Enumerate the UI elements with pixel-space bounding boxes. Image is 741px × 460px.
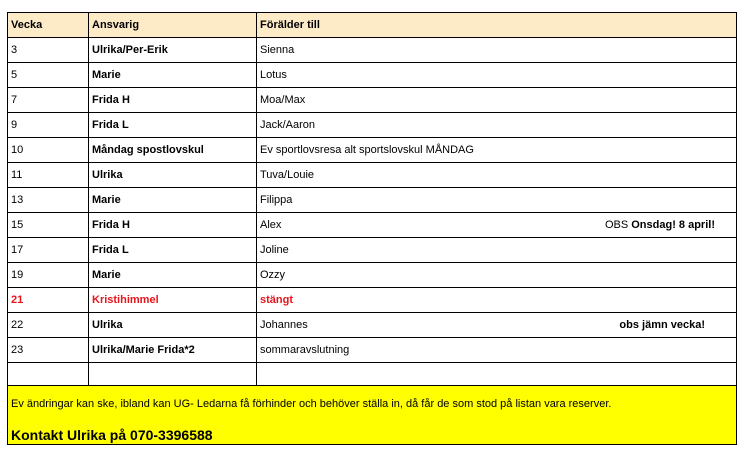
foralder-text: Filippa	[260, 194, 293, 206]
cell-foralder[interactable]	[257, 163, 737, 188]
cell-foralder[interactable]	[257, 113, 737, 138]
cell-ansvarig[interactable]: Ulrika	[89, 313, 257, 338]
cell-foralder[interactable]	[257, 238, 737, 263]
table-row	[8, 338, 737, 363]
footer-contact: Kontakt Ulrika på 070-3396588	[11, 427, 213, 443]
header-vecka[interactable]: Vecka	[8, 13, 89, 38]
row-note	[619, 319, 733, 331]
cell-ansvarig[interactable]: Marie	[89, 263, 257, 288]
foralder-text: Alex	[260, 219, 282, 231]
table-row	[8, 113, 737, 138]
foralder-text: Joline	[260, 244, 289, 256]
row-note	[605, 219, 733, 231]
header-ansvarig[interactable]: Ansvarig	[89, 13, 257, 38]
header-row	[8, 13, 737, 38]
cell-foralder[interactable]	[257, 313, 737, 338]
table-row-closed	[8, 288, 737, 313]
cell-ansvarig[interactable]: Ulrika/Marie Frida*2	[89, 338, 257, 363]
table-row	[8, 313, 737, 338]
cell-foralder[interactable]	[257, 38, 737, 63]
cell-foralder[interactable]	[257, 338, 737, 363]
schedule-table	[7, 12, 737, 445]
cell-ansvarig[interactable]: Frida L	[89, 238, 257, 263]
table-row	[8, 63, 737, 88]
empty-cell[interactable]	[8, 363, 89, 386]
foralder-text: stängt	[260, 294, 293, 306]
foralder-text: Tuva/Louie	[260, 169, 315, 181]
foralder-text: Moa/Max	[260, 94, 306, 106]
empty-cell[interactable]	[257, 363, 737, 386]
note-emphasis: obs jämn vecka!	[619, 319, 705, 331]
table-row	[8, 88, 737, 113]
cell-ansvarig[interactable]: Marie	[89, 188, 257, 213]
note-prefix: OBS	[604, 219, 632, 231]
foralder-text: Jack/Aaron	[260, 119, 316, 131]
foralder-text: Johannes	[260, 319, 308, 331]
table-row	[8, 138, 737, 163]
table-row	[8, 38, 737, 63]
cell-ansvarig[interactable]: Marie	[89, 63, 257, 88]
table-row	[8, 213, 737, 238]
cell-ansvarig[interactable]: Frida L	[89, 113, 257, 138]
cell-ansvarig[interactable]: Frida H	[89, 88, 257, 113]
footer-notice: Ev ändringar kan ske, ibland kan UG- Ledarna få förhinder och behöver ställa in, då får de som stod på listan vara reserver.	[11, 398, 612, 410]
cell-vecka[interactable]: 23	[8, 338, 89, 363]
cell-ansvarig[interactable]: Måndag spostlovskul	[89, 138, 257, 163]
empty-row	[8, 363, 737, 386]
cell-vecka[interactable]: 13	[8, 188, 89, 213]
footer-cell[interactable]	[8, 386, 737, 445]
cell-ansvarig[interactable]: Frida H	[89, 213, 257, 238]
note-emphasis: Onsdag! 8 april!	[631, 219, 715, 231]
cell-vecka[interactable]: 21	[8, 288, 89, 313]
table-row	[8, 263, 737, 288]
cell-foralder[interactable]	[257, 188, 737, 213]
table-row	[8, 188, 737, 213]
cell-vecka[interactable]: 19	[8, 263, 89, 288]
cell-vecka[interactable]: 15	[8, 213, 89, 238]
cell-vecka[interactable]: 11	[8, 163, 89, 188]
cell-vecka[interactable]: 10	[8, 138, 89, 163]
cell-foralder[interactable]	[257, 263, 737, 288]
footer-row	[8, 386, 737, 445]
cell-vecka[interactable]: 7	[8, 88, 89, 113]
foralder-text: Ozzy	[260, 269, 286, 281]
cell-foralder[interactable]	[257, 88, 737, 113]
table-row	[8, 163, 737, 188]
cell-ansvarig[interactable]: Ulrika	[89, 163, 257, 188]
cell-ansvarig[interactable]: Kristihimmel	[89, 288, 257, 313]
cell-foralder[interactable]	[257, 63, 737, 88]
cell-vecka[interactable]: 17	[8, 238, 89, 263]
cell-vecka[interactable]: 9	[8, 113, 89, 138]
cell-vecka[interactable]: 22	[8, 313, 89, 338]
cell-foralder[interactable]	[257, 288, 737, 313]
cell-ansvarig[interactable]: Ulrika/Per-Erik	[89, 38, 257, 63]
table-row	[8, 238, 737, 263]
header-foralder[interactable]: Förälder till	[257, 13, 737, 38]
cell-vecka[interactable]: 5	[8, 63, 89, 88]
cell-vecka[interactable]: 3	[8, 38, 89, 63]
cell-foralder[interactable]	[257, 138, 737, 163]
foralder-text: Sienna	[260, 44, 295, 56]
foralder-text: sommaravslutning	[260, 344, 350, 356]
empty-cell[interactable]	[89, 363, 257, 386]
cell-foralder[interactable]	[257, 213, 737, 238]
foralder-text: Ev sportlovsresa alt sportslovskul MÅNDAG	[260, 144, 474, 156]
foralder-text: Lotus	[260, 69, 287, 81]
